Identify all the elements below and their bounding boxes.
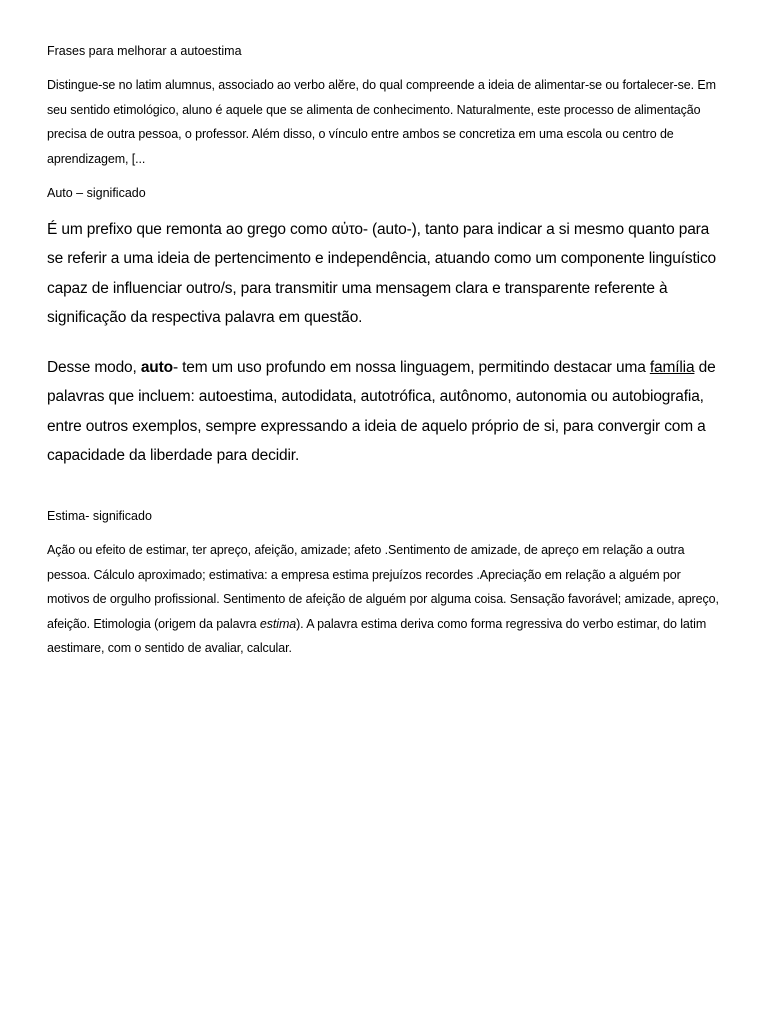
auto-bold-word: auto [140,359,173,376]
document-title: Frases para melhorar a autoestima [47,44,242,58]
auto-usage-paragraph [47,353,723,470]
estima-definition-text-2: ). A palavra estima deriva como forma regressiva do verbo estimar, do latim aestimare, com o sentido de avaliar, calcular. [47,616,707,655]
familia-link[interactable]: família [649,359,695,376]
auto-usage-text-3: de palavras que incluem: autoestima, autodidata, autotrófica, autônomo, autonomia ou autobiografia, entre outros exemplos, sempre expressando a ideia de aquelo próprio de si, para convergir com a capacidade da liberdade para decidir. [47,359,716,464]
auto-usage-text-1: Desse modo, [47,359,141,376]
intro-paragraph: Distingue-se no latim alumnus, associado ao verbo alĕre, do qual compreende a ideia de alimentar-se ou fortalecer-se. Em seu sentido etimológico, aluno é aquele que se alimenta de conhecimento. Naturalmente, este processo de alimentação precisa de outra pessoa, o professor. Além disso, o vínculo entre ambos se concretiza em uma escola ou centro de aprendizagem, [... [47,78,716,166]
auto-usage-text-2: - tem um uso profundo em nossa linguagem, permitindo destacar uma [172,359,650,376]
estima-italic-word: estima [259,616,297,631]
estima-section-heading: Estima- significado [47,509,152,523]
estima-definition-paragraph [47,538,723,661]
auto-section-heading: Auto – significado [47,186,146,200]
estima-definition-text-1: Ação ou efeito de estimar, ter apreço, afeição, amizade; afeto .Sentimento de amizade, de apreço em relação a outra pessoa. Cálculo aproximado; estimativa: a empresa estima prejuízos recordes .Apreciação em relação a alguém por motivos de orgulho profissional. Sentimento de afeição de alguém por alguma coisa. Sensação favorável; amizade, apreço, afeição. Etimologia (origem da palavra [47,543,719,631]
auto-definition-paragraph: É um prefixo que remonta ao grego como αὐτο- (auto-), tanto para indicar a si mesmo quanto para se referir a uma ideia de pertencimento e independência, atuando como um componente linguístico capaz de influenciar outro/s, para transmitir uma mensagem clara e transparente referente à significação da respectiva palavra em questão. [47,221,717,326]
